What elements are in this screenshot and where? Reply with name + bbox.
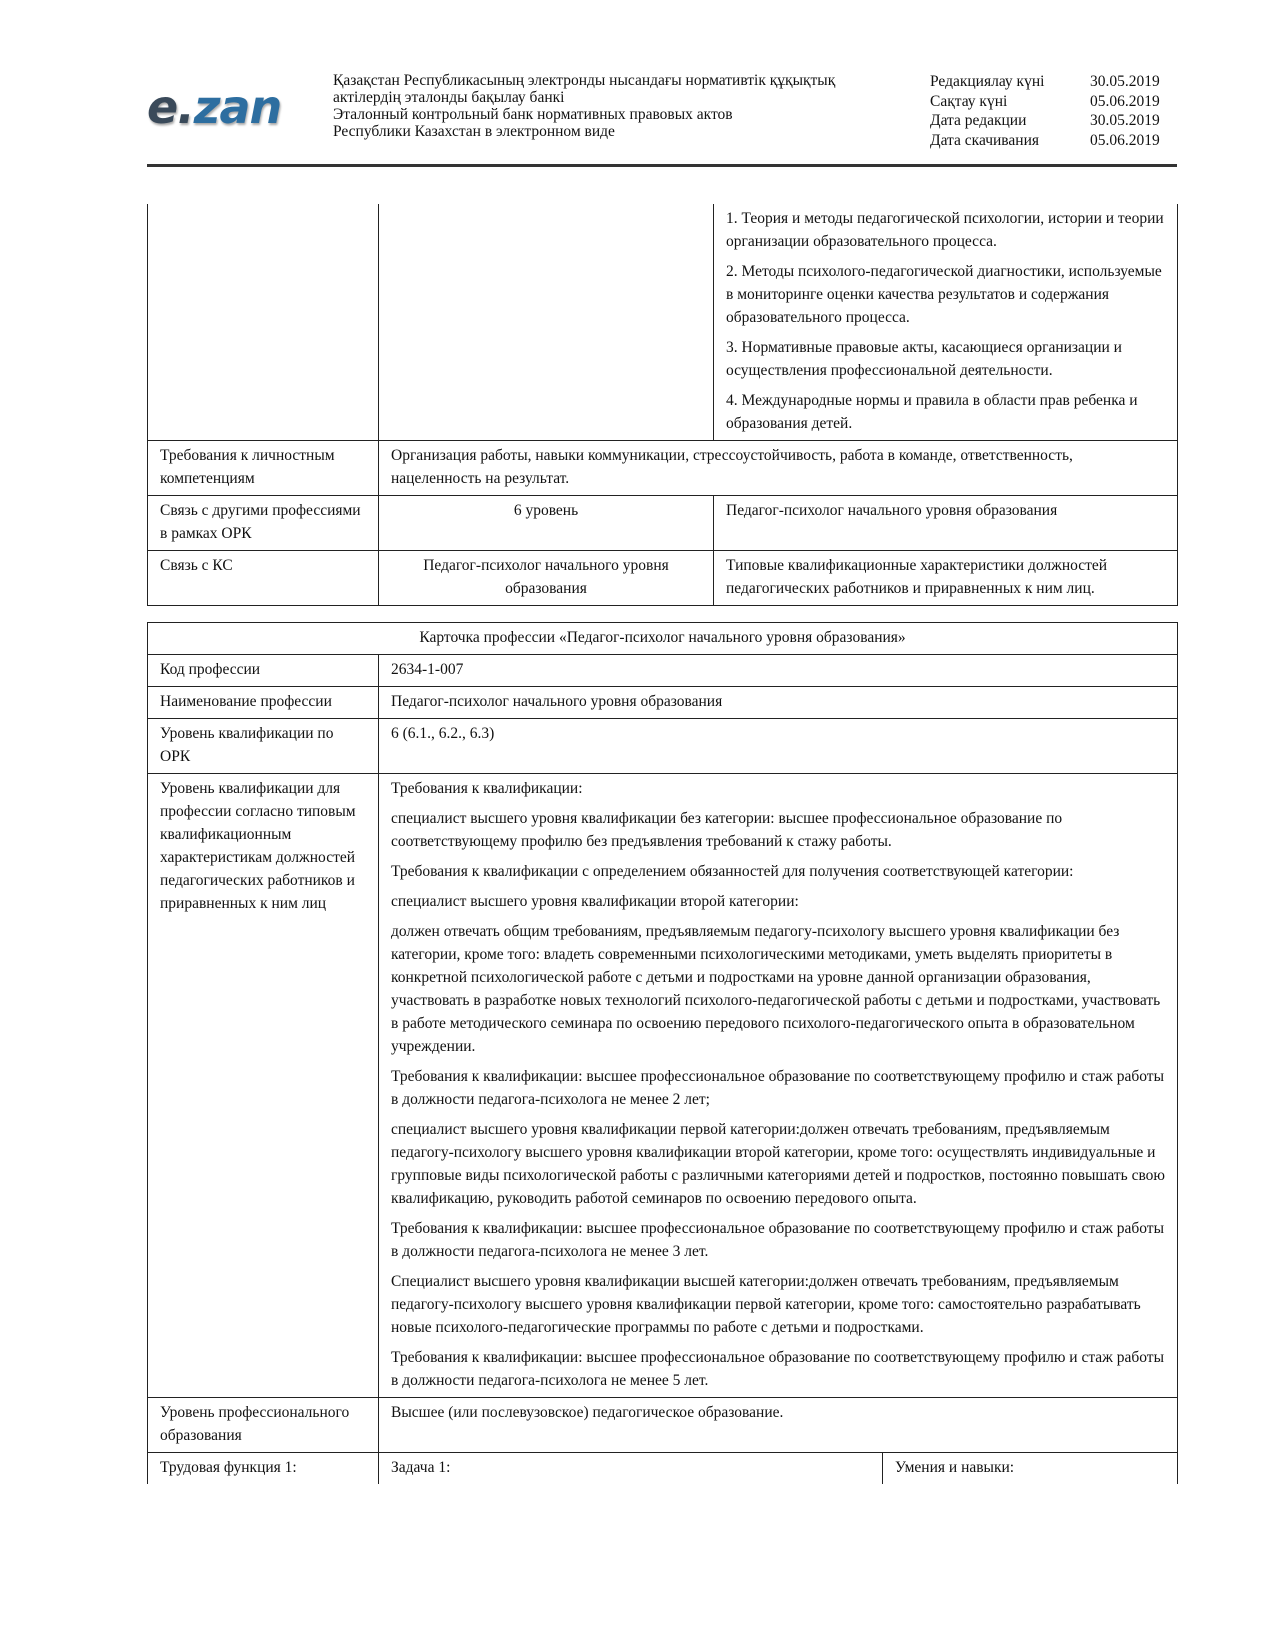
date-value: 30.05.2019: [1090, 73, 1160, 90]
bank-title-line: Республики Казахстан в электронном виде: [333, 123, 615, 140]
knowledge-item: 3. Нормативные правовые акты, касающиеся организации и осуществления профессиональной деятельности.: [726, 339, 1122, 379]
qualification-paragraph: Специалист высшего уровня квалификации высшей категории:должен отвечать требованиям, предъявляемым педагогу-психологу высшего уровня квалификации первой категории, кроме того: самостоятельно разрабатывать новые психолого-педагогические программы по работе с детьми и подростками.: [391, 1273, 1141, 1336]
ezan-logo[interactable]: e.zan: [147, 80, 282, 134]
education-label: Уровень профессионального образования: [148, 1398, 379, 1453]
table-row: [148, 655, 1178, 687]
knowledge-item: 4. Международные нормы и правила в области прав ребенка и образования детей.: [726, 392, 1138, 432]
table-row: [148, 496, 1178, 551]
document-header: [147, 68, 1177, 168]
qualification-paragraph: специалист высшего уровня квалификации без категории: высшее профессиональное образование по соответствующему профилю без предъявления требований к стажу работы.: [391, 810, 1063, 850]
table-row: [148, 204, 1178, 441]
table-cell: [379, 204, 714, 441]
ks-link-label: Связь с КС: [148, 551, 379, 606]
qualification-paragraph: Требования к квалификации:: [391, 780, 583, 797]
qualification-paragraph: специалист высшего уровня квалификации первой категории:должен отвечать требованиям, предъявляемым педагогу-психологу высшего уровня квалификации второй категории, кроме того: осуществлять индивидуальные и групповые виды психологической работы с различными категориями детей и подростков, постоянно повышать свою квалификацию, руководить работой семинаров по освоению передового опыта.: [391, 1121, 1165, 1207]
name-value: Педагог-психолог начального уровня образования: [379, 687, 1178, 719]
orc-link-label: Связь с другими профессиями в рамках ОРК: [148, 496, 379, 551]
date-value: 05.06.2019: [1090, 131, 1160, 149]
date-value: 05.06.2019: [1090, 92, 1160, 110]
qualification-label: Уровень квалификации для профессии согласно типовым квалификационным характеристикам должностей педагогических работников и приравненных к ним лиц: [148, 774, 379, 1398]
code-value: 2634-1-007: [379, 655, 1178, 687]
labor-function-label: Трудовая функция 1:: [148, 1453, 379, 1485]
knowledge-item: 2. Методы психолого-педагогической диагностики, используемые в мониторинге оценки качества результатов и содержания образовательного процесса.: [726, 263, 1162, 326]
table-row: [148, 719, 1178, 774]
table-cell: [148, 204, 379, 441]
date-label: Редакциялау күні: [930, 73, 1045, 90]
table-row: [148, 774, 1178, 1398]
ks-document: Типовые квалификационные характеристики должностей педагогических работников и приравненных к ним лиц.: [714, 551, 1178, 606]
bank-title: [333, 72, 893, 140]
education-value: Высшее (или послевузовское) педагогическое образование.: [379, 1398, 1178, 1453]
header-dates: [930, 72, 1180, 150]
table-row: [148, 1453, 1178, 1485]
name-label: Наименование профессии: [148, 687, 379, 719]
table-row: [148, 1398, 1178, 1453]
date-row: [930, 72, 1180, 92]
skills-label: Умения и навыки:: [883, 1453, 1178, 1485]
date-value: 30.05.2019: [1090, 112, 1160, 129]
personal-competencies-value: Организация работы, навыки коммуникации, стрессоустойчивость, работа в команде, ответственность, нацеленность на результат.: [379, 441, 1178, 496]
orc-level: 6 уровень: [379, 496, 714, 551]
continuation-table: [147, 204, 1178, 606]
card-title: Карточка профессии «Педагог-психолог начального уровня образования»: [148, 623, 1178, 655]
date-row: [930, 92, 1180, 112]
qualification-paragraph: должен отвечать общим требованиям, предъявляемым педагогу-психологу высшего уровня квалификации без категории, кроме того: владеть современными психологическими методиками, уметь выделять приоритеты в конкретной психологической работе с детьми и подростками на уровне данной организации образования, участвовать в разработке новых технологий психолого-педагогической работы с детьми и подростками, участвовать в работе методического семинара по освоению передового психолого-педагогического опыта в образовательном учреждении.: [391, 923, 1161, 1055]
code-label: Код профессии: [148, 655, 379, 687]
date-label: Сақтау күні: [930, 92, 1008, 110]
bank-title-line: Эталонный контрольный банк нормативных правовых актов: [333, 106, 733, 123]
table-row: [148, 441, 1178, 496]
profession-card-table: [147, 622, 1178, 1484]
table-row: [148, 623, 1178, 655]
qualification-paragraph: Требования к квалификации: высшее профессиональное образование по соответствующему профилю и стаж работы в должности педагога-психолога не менее 5 лет.: [391, 1349, 1164, 1389]
knowledge-item: 1. Теория и методы педагогической психологии, истории и теории организации образовательного процесса.: [726, 210, 1164, 250]
date-row: [930, 131, 1180, 151]
qualification-value: [379, 774, 1178, 1398]
knowledge-cell: [714, 204, 1178, 441]
personal-competencies-label: Требования к личностным компетенциям: [148, 441, 379, 496]
table-row: [148, 687, 1178, 719]
task-label: Задача 1:: [379, 1453, 883, 1485]
table-row: [148, 551, 1178, 606]
qualification-paragraph: специалист высшего уровня квалификации второй категории:: [391, 893, 799, 910]
orc-profession: Педагог-психолог начального уровня образования: [714, 496, 1178, 551]
date-row: [930, 111, 1180, 131]
qualification-paragraph: Требования к квалификации: высшее профессиональное образование по соответствующему профилю и стаж работы в должности педагога-психолога не менее 2 лет;: [391, 1068, 1164, 1108]
orc-level-label: Уровень квалификации по ОРК: [148, 719, 379, 774]
bank-title-line: актілердің эталонды бақылау банкі: [333, 89, 565, 106]
bank-title-line: Қазақстан Республикасының электронды нысандағы нормативтік құқықтық: [333, 72, 836, 89]
date-label: Дата редакции: [930, 112, 1027, 129]
ks-profession: Педагог-психолог начального уровня образования: [379, 551, 714, 606]
orc-level-value: 6 (6.1., 6.2., 6.3): [379, 719, 1178, 774]
date-label: Дата скачивания: [930, 131, 1040, 149]
header-divider: [147, 164, 1177, 167]
qualification-paragraph: Требования к квалификации: высшее профессиональное образование по соответствующему профилю и стаж работы в должности педагога-психолога не менее 3 лет.: [391, 1220, 1164, 1260]
qualification-paragraph: Требования к квалификации с определением обязанностей для получения соответствующей категории:: [391, 863, 1074, 880]
